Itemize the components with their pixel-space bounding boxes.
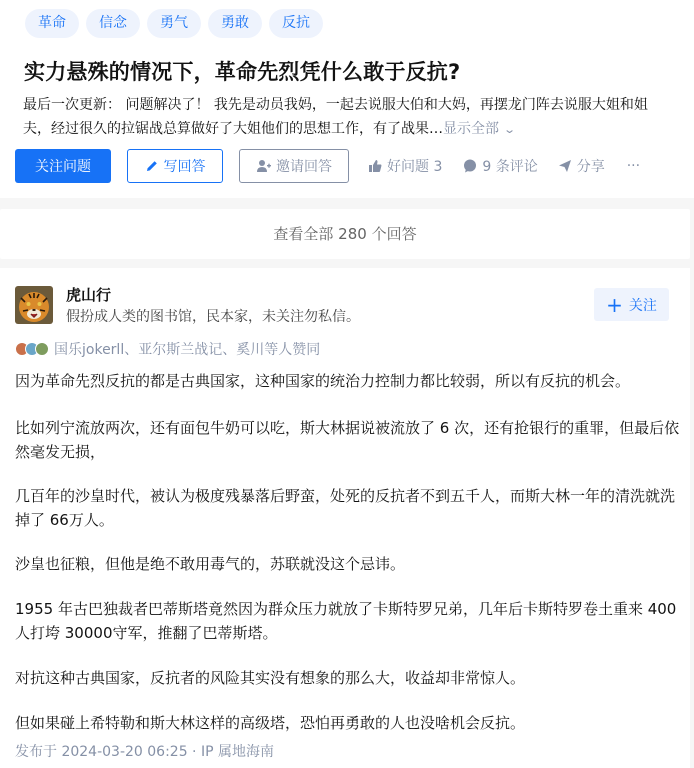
- author-bio: 假扮成人类的图书馆，民本家，未关注勿私信。: [66, 309, 360, 325]
- good-question-label: 好问题 3: [387, 159, 443, 175]
- invite-answer-button[interactable]: [239, 149, 349, 183]
- question-card: [0, 0, 694, 198]
- thumbs-up-icon: [368, 159, 382, 173]
- follow-author-button[interactable]: [594, 288, 669, 321]
- voter-avatar: [35, 342, 49, 356]
- topic-list: [25, 9, 323, 38]
- share-button[interactable]: [558, 156, 605, 176]
- question-actions: [15, 149, 640, 183]
- show-all-label: 显示全部: [443, 121, 499, 137]
- share-icon: [558, 159, 572, 173]
- topic-tag[interactable]: 勇气: [147, 9, 201, 38]
- plus-icon: +: [606, 292, 623, 317]
- chevron-down-icon: ⌄: [503, 123, 517, 136]
- more-button[interactable]: [627, 158, 640, 174]
- follow-author-label: 关注: [628, 297, 657, 314]
- answer-paragraph: 几百年的沙皇时代，被认为极度残暴落后野蛮，处死的反抗者不到五千人，而斯大林一年的清洗就洗掉了 66万人。: [15, 487, 676, 529]
- answer-paragraph: 比如列宁流放两次，还有面包牛奶可以吃，斯大林据说被流放了 6 次，还有抢银行的重罪，但最后依然毫发无损，: [15, 419, 680, 461]
- more-label: ···: [626, 158, 641, 174]
- avatar[interactable]: [15, 286, 53, 324]
- answer-paragraph: 因为革命先烈反抗的都是古典国家，这种国家的统治力控制力都比较弱，所以有反抗的机会。: [15, 372, 631, 390]
- view-all-answers-button[interactable]: 查看全部 280 个回答: [0, 209, 690, 259]
- good-question-button[interactable]: [368, 156, 442, 176]
- topic-tag[interactable]: 勇敢: [208, 9, 262, 38]
- comment-icon: [463, 159, 477, 173]
- question-title: 实力悬殊的情况下，革命先烈凭什么敢于反抗?: [24, 60, 461, 84]
- topic-tag[interactable]: 革命: [25, 9, 79, 38]
- topic-tag[interactable]: 反抗: [269, 9, 323, 38]
- answer-paragraph: 沙皇也征粮，但他是绝不敢用毒气的，苏联就没这个忌讳。: [15, 555, 406, 573]
- author-name[interactable]: 虎山行: [66, 286, 112, 304]
- comments-button[interactable]: [463, 156, 537, 176]
- question-detail-text: 最后一次更新： 问题解决了！ 我先是动员我妈，一起去说服大伯和大妈，再摆龙门阵去说服大姐和姐夫，经过很久的拉锯战总算做好了大姐他们的思想工作，有了战果…: [23, 97, 648, 137]
- voters-row: [15, 339, 320, 359]
- comments-label: 9 条评论: [482, 159, 538, 175]
- write-answer-button[interactable]: [127, 149, 223, 183]
- invite-user-icon: [256, 159, 271, 173]
- answer-card: [0, 268, 690, 768]
- follow-question-button[interactable]: 关注问题: [15, 149, 111, 183]
- tiger-avatar-icon: [15, 286, 53, 324]
- invite-answer-label: 邀请回答: [276, 159, 332, 175]
- topic-tag[interactable]: 信念: [86, 9, 140, 38]
- question-detail: [23, 93, 663, 142]
- answer-paragraph: 对抗这种古典国家，反抗者的风险其实没有想象的那么大，收益却非常惊人。: [15, 669, 526, 687]
- share-label: 分享: [576, 159, 605, 175]
- voters-text[interactable]: 国乐jokerll、亚尔斯兰战记、奚川等人赞同: [54, 342, 321, 358]
- answer-paragraph: 但如果碰上希特勒和斯大林这样的高级塔，恐怕再勇敢的人也没啥机会反抗。: [15, 714, 526, 732]
- pencil-icon: [145, 159, 159, 173]
- answer-paragraph: 1955 年古巴独裁者巴蒂斯塔竟然因为群众压力就放了卡斯特罗兄弟，几年后卡斯特罗卷土重来 400 人打垮 30000守军，推翻了巴蒂斯塔。: [15, 600, 677, 642]
- write-answer-label: 写回答: [163, 159, 206, 175]
- show-all-button[interactable]: [443, 121, 517, 137]
- publish-info[interactable]: 发布于 2024-03-20 06:25 · IP 属地海南: [15, 744, 274, 760]
